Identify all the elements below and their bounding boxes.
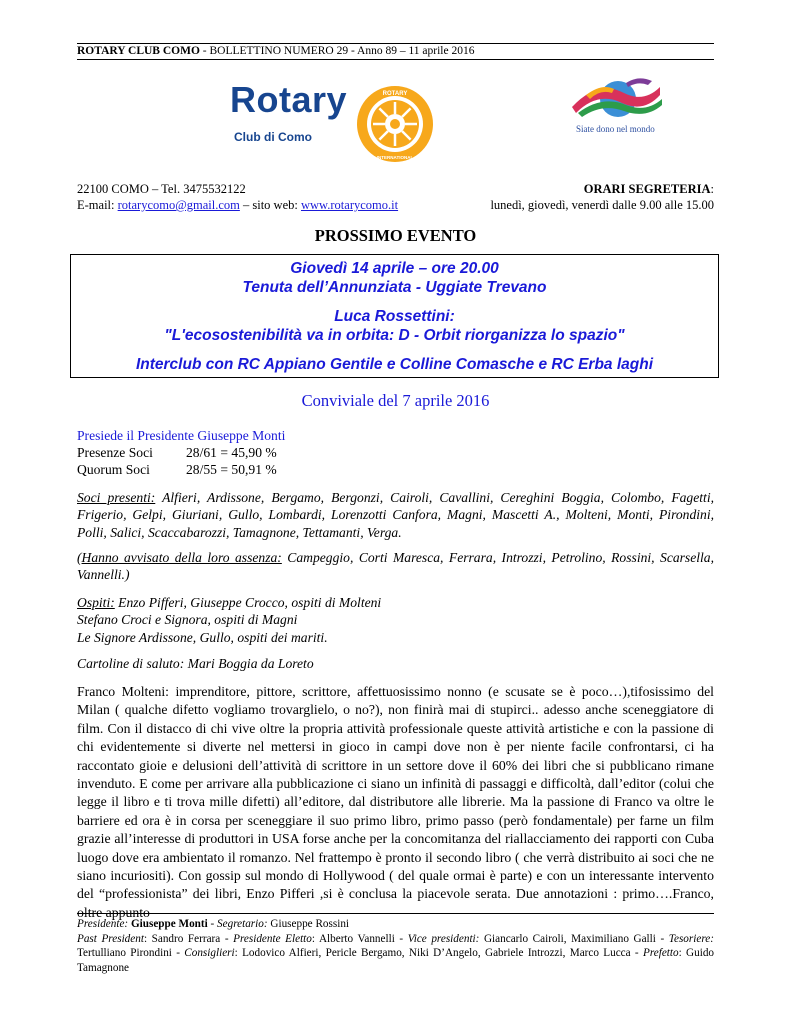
elect-name: : Alberto Vannelli - [311, 932, 408, 945]
office-hours: lunedì, giovedì, venerdì dalle 9.00 alle 15.00 [490, 198, 714, 212]
presided-by: Presiede il Presidente Giuseppe Monti [77, 428, 286, 443]
quorum-label: Quorum Soci [77, 462, 150, 477]
site-label: – sito web: [239, 198, 301, 212]
next-event-title: PROSSIMO EVENTO [314, 226, 477, 245]
members-list: Alfieri, Ardissone, Bergamo, Bergonzi, Cairoli, Cavallini, Cereghini Boggia, Colombo, Fagetti, Frigerio, Gelpi, Giuriani, Gullo, Lombardi, Lorenzotti Canfora, Magni, Mascetti A., Molteni, Monti, Pirondini, Polli, Salici, Scaccabarozzi, Tamagnone, Tettamanti, Verga. [77, 490, 714, 540]
rotary-club-logo [230, 79, 440, 163]
guests-text-1: Enzo Pifferi, Giuseppe Crocco, ospiti di Molteni [114, 595, 382, 610]
email-link[interactable]: rotarycomo@gmail.com [117, 198, 240, 212]
report-body: Franco Molteni: imprenditore, pittore, scrittore, affettuosissimo nonno (e scusate se è poco…),tifosissimo del Milan ( qualche difetto vogliamo trovarglielo, o no?), non finirà mai di stupirci.. adesso anche sceneggiatore di film. Con il distacco di chi vive oltre la propria attività professionale queste attività artistiche e con la passione di chi evidentemente si diverte nel mettersi in gioco in campi dove non è per niente facile confrontarsi, ci ha raccontato gioie e delusioni dell’attività di scrittore in un settore dove il 60% dei libri che si pubblicano rimane invenduto. E come per arrivare alla pubblicazione ci siano un infinità di passaggi e difficoltà, dall’editor (colui che legge il libro e ti trova mille difetti) all’editore, dal distributore alle librerie. Ma la passione di Franco va oltre le barriere ed ora è in corsa per sceneggiare il suo primo libro, primo passo (però fondamentale) per farne un film grazie all’interesse di produttori in USA forse anche per la concomitanza del riallacciamento dei rapporti con Cuba luogo dove era ambientato il romanzo. Nel frattempo è pronto il secondo libro ( che verrà distribuito ai soci che ne siano incuriositi). Con gossip sul mondo di Hollywood ( del quale ormai è parte) e con un interessante intervento del “professionista” dei libri, Enzo Pifferi ,si è conclusa la piacevole serata. Due annotazioni : primo….Franco, oltre appunto [77, 684, 714, 920]
tes-label: Tesoriere: [668, 932, 714, 945]
postcards: Cartoline di saluto: Mari Boggia da Loreto [77, 656, 314, 671]
presence-row [77, 444, 714, 461]
rotary-wordmark: Rotary [230, 79, 348, 120]
event-interclub: Interclub con RC Appiano Gentile e Colline Comasche e RC Erba laghi [135, 356, 654, 373]
globe-ribbon-icon [568, 73, 664, 119]
club-name: ROTARY CLUB COMO [77, 45, 200, 57]
sec-name: Giuseppe Rossini [270, 918, 350, 930]
bulletin-header [77, 45, 475, 57]
event-place: Tenuta dell’Annunziata - Uggiate Trevano [242, 279, 547, 296]
office-hours-title [584, 181, 714, 197]
guests-line-2: Stefano Croci e Signora, ospiti di Magni [77, 612, 298, 628]
absent-open-paren: ( [77, 550, 82, 565]
elect-label: Presidente Eletto [233, 932, 312, 945]
vice-names: Giancarlo Cairoli, Maximiliano Galli - [479, 932, 669, 945]
footer-line-1 [77, 917, 714, 932]
guests-line-3: Le Signore Ardissone, Gullo, ospiti dei mariti. [77, 629, 328, 645]
theme-caption: Siate dono nel mondo [576, 124, 655, 134]
presence-label: Presenze Soci [77, 445, 153, 460]
header-top-rule [77, 43, 714, 44]
event-date: Giovedì 14 aprile – ore 20.00 [290, 260, 499, 277]
club-di-como-label: Club di Como [234, 130, 312, 144]
office-hours-colon: : [710, 182, 714, 196]
next-event-box [70, 254, 719, 378]
guests-line-1 [77, 594, 714, 611]
club-address: 22100 COMO – Tel. 3475532122 [77, 182, 246, 196]
absent-label: Hanno avvisato della loro assenza: [81, 550, 282, 565]
pres-name: Giuseppe Monti [130, 918, 208, 930]
event-speaker: Luca Rossettini: [334, 308, 455, 325]
guests [77, 594, 714, 646]
email-label: E-mail: [77, 198, 118, 212]
wheel-bottom-text: INTERNATIONAL [376, 155, 414, 160]
footer-rule [77, 913, 714, 914]
guests-label: Ospiti: [77, 595, 115, 610]
report-title: Conviviale del 7 aprile 2016 [301, 391, 490, 410]
club-web-contacts [77, 197, 398, 213]
wheel-top-text: ROTARY [382, 91, 408, 97]
bulletin-info: - BOLLETTINO NUMERO 29 - Anno 89 – 11 aprile 2016 [199, 45, 475, 57]
members-label: Soci presenti: [77, 490, 156, 505]
presence-value: 28/61 = 45,90 % [186, 445, 277, 460]
cons-label: Consiglieri [184, 947, 235, 960]
theme-logo [562, 73, 672, 163]
footer-officers [77, 917, 714, 976]
members-present [77, 489, 714, 541]
vice-label: Vice presidenti: [407, 932, 480, 945]
absent-list: Campeggio, Corti Maresca, Ferrara, Introzzi, Petrolino, Rossini, Scarsella, Vannelli.) [77, 550, 715, 583]
cons-names: : Lodovico Alfieri, Pericle Bergamo, Niki D’Angelo, Gabriele Introzzi, Marco Lucca - [234, 947, 643, 960]
header-bottom-rule [77, 59, 714, 60]
quorum-value: 28/55 = 50,91 % [186, 462, 277, 477]
event-topic: "L'ecosostenibilità va in orbita: D - Orbit riorganizza lo spazio" [164, 327, 625, 344]
office-hours-heading: ORARI SEGRETERIA [583, 182, 711, 196]
quorum-row [77, 461, 714, 478]
absences [77, 549, 714, 584]
footer-line-2 [77, 932, 714, 976]
pref-name: : Guido Tamagnone [77, 947, 715, 975]
past-name: : Sandro Ferrara - [143, 932, 234, 945]
rotary-wheel-icon [354, 83, 436, 165]
tes-name: Tertulliano Pirondini - [77, 947, 185, 960]
pref-label: Prefetto [642, 947, 679, 960]
sec-label: - Segretario: [207, 918, 271, 930]
website-link[interactable]: www.rotarycomo.it [300, 198, 399, 212]
past-label: Past President [77, 932, 144, 945]
pres-label: Presidente: [77, 918, 131, 930]
